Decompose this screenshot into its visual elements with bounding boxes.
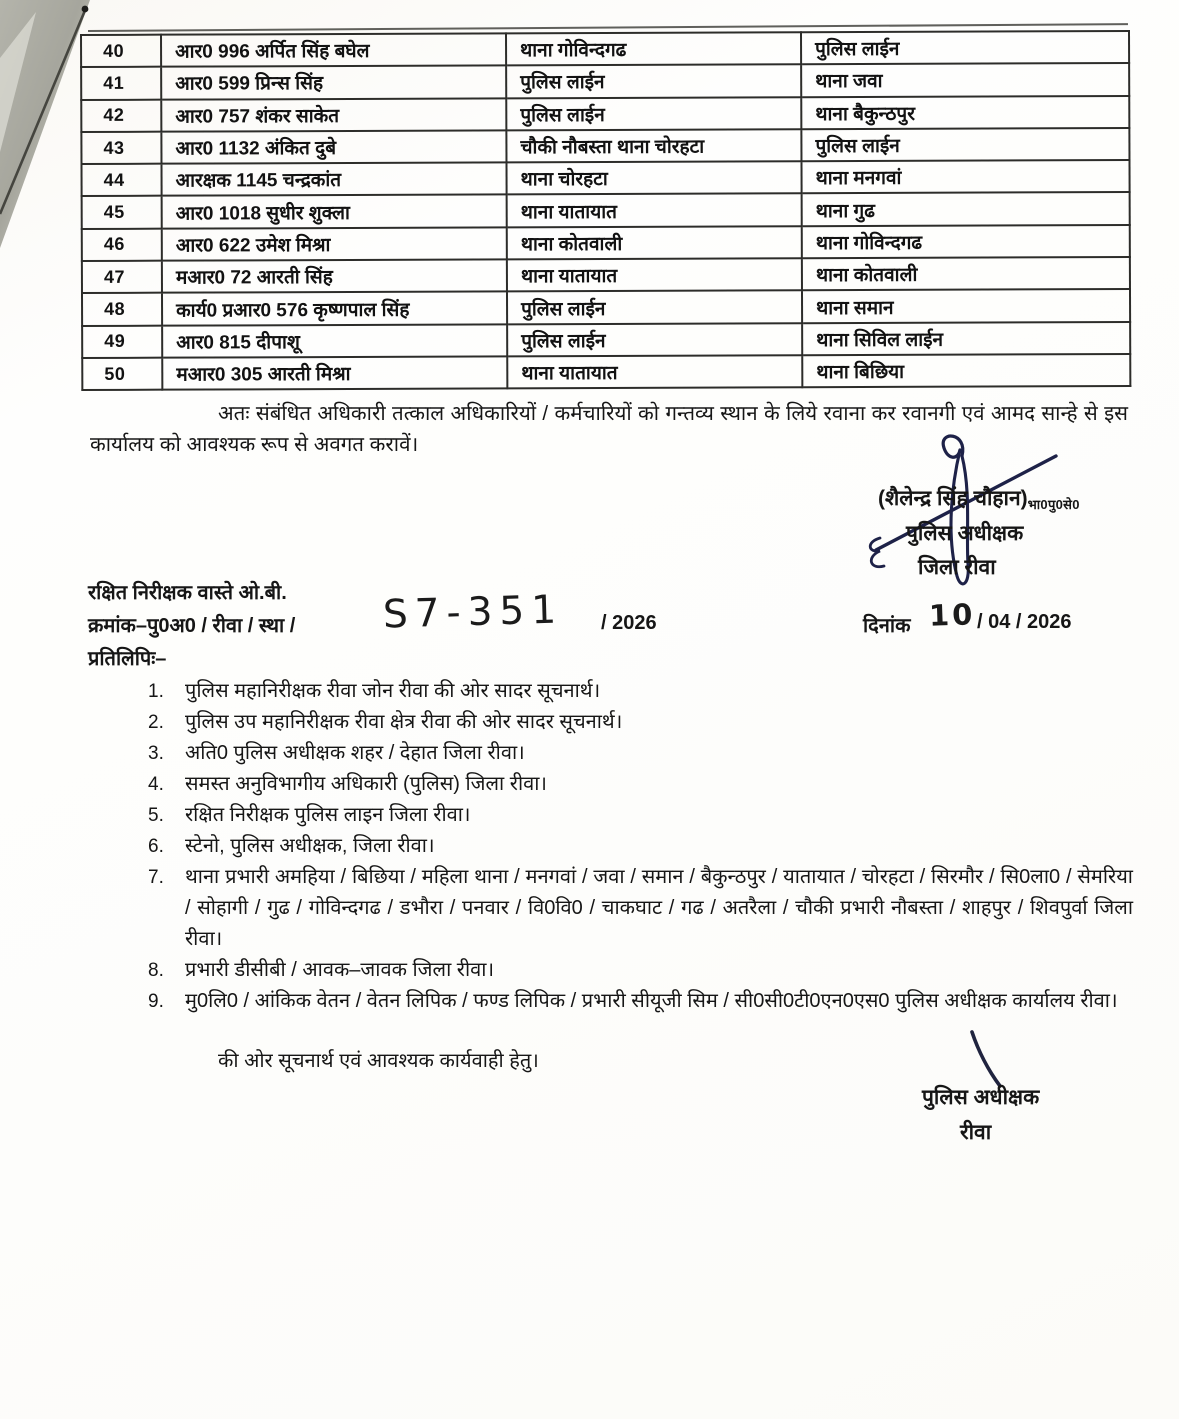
copy-item-number: 9. <box>148 991 164 1012</box>
cell-current-posting: थाना गोविन्दगढ <box>506 32 801 65</box>
copy-item-number: 7. <box>148 867 164 888</box>
copy-list <box>148 676 1133 1017</box>
cell-officer-name: आर0 599 प्रिन्स सिंह <box>161 66 506 100</box>
cell-officer-name: आर0 1132 अंकित दुबे <box>161 130 506 164</box>
cell-officer-name: आर0 1018 सुधीर शुक्ला <box>162 195 507 229</box>
copy-list-item <box>148 986 1133 1017</box>
signatory-designation: पुलिस अधीक्षक <box>906 522 1024 545</box>
cell-serial-number: 44 <box>81 164 161 197</box>
table-row <box>81 63 1129 99</box>
cell-new-posting: पुलिस लाईन <box>801 31 1129 65</box>
copy-item-number: 8. <box>148 960 164 981</box>
copy-item-number: 6. <box>148 836 164 857</box>
cell-serial-number: 46 <box>82 228 162 261</box>
handwritten-dispatch-number: S7-351 <box>382 587 564 638</box>
copy-list-item <box>148 955 1133 986</box>
table-row <box>81 31 1129 67</box>
copy-item-text: अति0 पुलिस अधीक्षक शहर / देहात जिला रीवा। <box>185 742 525 764</box>
cell-current-posting: थाना कोतवाली <box>507 226 802 259</box>
scanner-shadow-triangle <box>0 0 90 248</box>
date-month-year: / 04 / 2026 <box>977 611 1072 633</box>
cell-officer-name: आर0 815 दीपाशू <box>162 324 507 358</box>
cell-current-posting: थाना चोरहटा <box>506 161 801 194</box>
cell-officer-name: आर0 996 अर्पित सिंह बघेल <box>161 33 506 67</box>
cell-new-posting: थाना कोतवाली <box>802 257 1130 291</box>
copy-list-item <box>148 676 1133 707</box>
signatory-name-line <box>878 484 1179 512</box>
closing-paragraph: अतः संबंधित अधिकारी तत्काल अधिकारियों / कर्मचारियों को गन्तव्य स्थान के लिये रवाना कर रवानगी एवं आमद सान्हे से इस कार्यालय को आवश्यक रूप से अवगत करावें। <box>90 402 1128 456</box>
copy-list-item <box>148 862 1133 955</box>
table-row <box>81 128 1129 164</box>
cell-serial-number: 40 <box>81 35 161 68</box>
copy-item-number: 1. <box>148 681 164 702</box>
signatory-district: जिला रीवा <box>918 556 996 579</box>
cell-current-posting: पुलिस लाईन <box>506 97 801 130</box>
table-row <box>82 322 1130 358</box>
cell-current-posting: थाना यातायात <box>507 355 802 388</box>
copy-item-text: रक्षित निरीक्षक पुलिस लाइन जिला रीवा। <box>185 804 471 826</box>
copy-item-text: पुलिस उप महानिरीक्षक रीवा क्षेत्र रीवा की ओर सादर सूचनार्थ। <box>185 711 623 733</box>
bottom-signatory-block <box>922 1083 1122 1146</box>
page-edge-dot <box>82 6 89 13</box>
cell-current-posting: चौकी नौबस्ता थाना चोरहटा <box>506 129 801 162</box>
cell-new-posting: थाना गोविन्दगढ <box>802 225 1130 259</box>
copy-to-label: प्रतिलिपिः– <box>88 648 167 670</box>
copy-list-item <box>148 769 1133 800</box>
handwritten-date-day: 10 <box>928 597 976 633</box>
bottom-designation: पुलिस अधीक्षक <box>922 1086 1040 1109</box>
cell-serial-number: 49 <box>82 325 162 358</box>
cell-current-posting: पुलिस लाईन <box>507 323 802 356</box>
bottom-place: रीवा <box>960 1121 992 1144</box>
cell-officer-name: मआर0 305 आरती मिश्रा <box>162 356 507 390</box>
copy-list-item <box>148 707 1133 738</box>
cell-serial-number: 50 <box>82 358 162 391</box>
cell-officer-name: कार्य0 प्रआर0 576 कृष्णपाल सिंह <box>162 292 507 326</box>
signatory-name: (शैलेन्द्र सिंह चौहान) <box>878 487 1028 510</box>
cell-serial-number: 45 <box>82 196 162 229</box>
copy-item-number: 4. <box>148 774 164 795</box>
transfer-table <box>80 30 1131 391</box>
table-row <box>82 289 1130 325</box>
cell-serial-number: 42 <box>81 99 161 132</box>
copy-list-item <box>148 738 1133 769</box>
cell-new-posting: थाना समान <box>802 289 1130 323</box>
table-row <box>82 354 1130 390</box>
table-row <box>82 257 1130 293</box>
reserve-inspector-line: रक्षित निरीक्षक वास्ते ओ.बी. <box>88 582 287 604</box>
cell-current-posting: थाना यातायात <box>507 194 802 227</box>
cell-serial-number: 48 <box>82 293 162 326</box>
forward-note: की ओर सूचनार्थ एवं आवश्यक कार्यवाही हेतु। <box>218 1050 539 1072</box>
scanner-light-band <box>0 12 36 152</box>
ref-number-prefix: क्रमांक–पु0अ0 / रीवा / स्था / <box>88 615 296 637</box>
table-row <box>82 192 1130 228</box>
copy-item-text: प्रभारी डीसीबी / आवक–जावक जिला रीवा। <box>185 959 495 981</box>
cell-serial-number: 41 <box>81 67 161 100</box>
date-label: दिनांक <box>863 615 911 637</box>
table-row <box>82 225 1130 261</box>
cell-new-posting: थाना मनगवां <box>801 160 1129 194</box>
copy-item-text: समस्त अनुविभागीय अधिकारी (पुलिस) जिला रीवा। <box>185 773 548 795</box>
copy-item-number: 2. <box>148 712 164 733</box>
ref-year: / 2026 <box>601 612 657 634</box>
copy-item-text: पुलिस महानिरीक्षक रीवा जोन रीवा की ओर सादर सूचनार्थ। <box>185 680 601 702</box>
cell-new-posting: थाना जवा <box>801 63 1129 97</box>
signatory-block <box>878 484 1179 581</box>
signature-stroke-path <box>972 1032 1000 1086</box>
cell-new-posting: थाना बिछिया <box>802 354 1130 388</box>
cell-current-posting: पुलिस लाईन <box>507 291 802 324</box>
cell-new-posting: थाना गुढ <box>802 192 1130 226</box>
page-edge-line <box>0 8 86 214</box>
cell-officer-name: आर0 757 शंकर साकेत <box>161 98 506 132</box>
signatory-service: भा0पु0से0 <box>1027 497 1080 512</box>
copy-item-text: स्टेनो, पुलिस अधीक्षक, जिला रीवा। <box>185 835 435 857</box>
cell-officer-name: मआर0 72 आरती सिंह <box>162 259 507 293</box>
copy-item-number: 3. <box>148 743 164 764</box>
cell-officer-name: आरक्षक 1145 चन्द्रकांत <box>161 163 506 197</box>
copy-list-item <box>148 800 1133 831</box>
copy-item-text: थाना प्रभारी अमहिया / बिछिया / महिला थाना / मनगवां / जवा / समान / बैकुन्ठपुर / यातायात / चोरहटा / सिरमौर / सि0ला0 / सेमरिया / सोहागी / गुढ / गोविन्दगढ / डभौरा / पनवार / वि0वि0 / चाकघाट / गढ / अतरैला / चौकी प्रभारी नौबस्ता / शाहपुर / शिवपुर्वा जिला रीवा। <box>185 866 1133 950</box>
cell-current-posting: पुलिस लाईन <box>506 65 801 98</box>
cell-officer-name: आर0 622 उमेश मिश्रा <box>162 227 507 261</box>
copy-item-number: 5. <box>148 805 164 826</box>
copy-item-text: मु0लि0 / आंकिक वेतन / वेतन लिपिक / फण्ड लिपिक / प्रभारी सीयूजी सिम / सी0सी0टी0एन0एस0 पुलिस अधीक्षक कार्यालय रीवा। <box>185 990 1118 1012</box>
cell-new-posting: थाना सिविल लाईन <box>802 322 1130 356</box>
table-row <box>81 96 1129 132</box>
copy-list-item <box>148 831 1133 862</box>
cell-new-posting: पुलिस लाईन <box>801 128 1129 162</box>
cell-serial-number: 47 <box>82 261 162 294</box>
cell-current-posting: थाना यातायात <box>507 258 802 291</box>
table-row <box>81 160 1129 196</box>
cell-new-posting: थाना बैकुन्ठपुर <box>801 96 1129 130</box>
cell-serial-number: 43 <box>81 132 161 165</box>
